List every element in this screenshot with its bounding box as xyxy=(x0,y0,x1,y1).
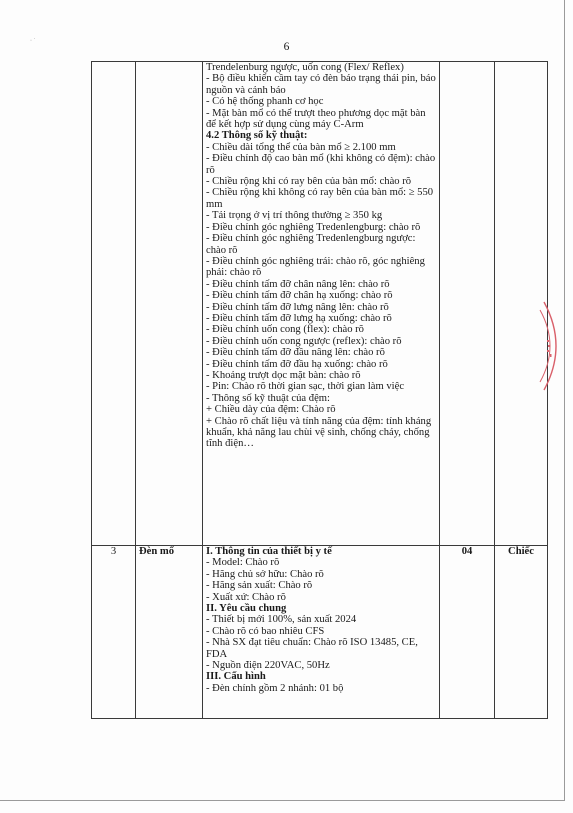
spec-table xyxy=(91,61,548,719)
spec-line: - Điều chỉnh tấm đỡ đầu hạ xuống: chào rõ xyxy=(206,358,388,370)
spec-line: - Điều chỉnh tấm đỡ lưng hạ xuống: chào rõ xyxy=(206,312,392,324)
spec-line: - Điều chỉnh tấm đỡ chân hạ xuống: chào rõ xyxy=(206,290,393,302)
stt-cell xyxy=(92,62,136,546)
spec-line: - Thông số kỹ thuật của đệm: xyxy=(206,392,330,404)
spec-line: - Chào rõ có bao nhiêu CFS xyxy=(206,625,325,637)
spec-line: - Xuất xứ: Chào rõ xyxy=(206,591,286,603)
spec-line: - Điều chỉnh góc nghiêng trái: chào rõ, góc nghiêng phải: chào rõ xyxy=(206,255,425,279)
section-heading: 4.2 Thông số kỹ thuật: xyxy=(206,130,308,142)
spec-line: - Điều chỉnh độ cao bàn mổ (khi không có đệm): chào rõ xyxy=(206,153,436,176)
name-cell: Đèn mổ xyxy=(136,546,203,719)
table-row-3 xyxy=(92,546,548,719)
spec-line: - Khoảng trượt dọc mặt bàn: chào rõ xyxy=(206,369,361,381)
description-cell xyxy=(203,546,440,719)
description-cell xyxy=(203,62,440,546)
page-edge-bottom xyxy=(0,800,565,801)
spec-line: - Chiều dài tổng thể của bàn mổ ≥ 2.100 mm xyxy=(206,141,396,153)
spec-line: - Chiều rộng khi không có ray bên của bàn mổ: ≥ 550 mm xyxy=(206,187,434,210)
section-heading: I. Thông tin của thiết bị y tế xyxy=(206,546,332,557)
spec-line: + Chào rõ chất liệu và tính năng của đệm: tính kháng khuẩn, khả năng lau chùi vệ sinh, chống cháy, chống tĩnh điện… xyxy=(206,415,432,450)
spec-line: - Đèn chính gồm 2 nhánh: 01 bộ xyxy=(206,682,344,694)
table-row-continued xyxy=(92,62,548,546)
spec-line: - Có hệ thống phanh cơ học xyxy=(206,96,324,108)
spec-line: - Nhà SX đạt tiêu chuẩn: Chào rõ ISO 13485, CE, FDA xyxy=(206,637,418,660)
spec-line: - Điều chỉnh góc nghiêng Tredenlengburg ngược: chào rõ xyxy=(206,233,416,256)
description-lines xyxy=(206,546,436,694)
spec-line: - Tải trọng ở vị trí thông thường ≥ 350 kg xyxy=(206,210,383,222)
unit-cell: Chiếc xyxy=(495,546,548,719)
scan-specks: · ˙ xyxy=(30,38,36,44)
spec-line: - Nguồn điện 220VAC, 50Hz xyxy=(206,660,330,672)
page-edge-right xyxy=(564,0,565,800)
section-heading: III. Cấu hình xyxy=(206,671,266,683)
page-number: 6 xyxy=(283,41,290,53)
spec-line: - Điều chỉnh uốn cong ngược (reflex): chào rõ xyxy=(206,335,402,347)
spec-line: Trendelenburg ngược, uốn cong (Flex/ Reflex) xyxy=(206,62,404,73)
spec-line: - Điều chỉnh tấm đỡ chân nâng lên: chào rõ xyxy=(206,278,390,290)
spec-line: - Hãng sản xuất: Chào rõ xyxy=(206,580,313,592)
qty-cell xyxy=(440,62,495,546)
description-lines xyxy=(206,62,436,450)
stt-cell: 3 xyxy=(92,546,136,719)
spec-line: - Điều chỉnh góc nghiêng Tredenlengburg: chào rõ xyxy=(206,221,421,233)
spec-line: - Pin: Chào rõ thời gian sạc, thời gian làm việc xyxy=(206,381,405,393)
spec-line: - Điều chỉnh tấm đỡ lưng nâng lên: chào rõ xyxy=(206,301,389,313)
spec-line: - Điều chỉnh uốn cong (flex): chào rõ xyxy=(206,324,364,336)
qty-cell: 04 xyxy=(440,546,495,719)
section-heading: II. Yêu cầu chung xyxy=(206,603,287,615)
spec-line: - Bộ điều khiển cầm tay có đèn báo trạng thái pin, báo nguồn và cảnh báo xyxy=(206,73,436,96)
spec-line: + Chiều dày của đệm: Chào rõ xyxy=(206,404,336,416)
spec-line: - Hãng chủ sở hữu: Chào rõ xyxy=(206,568,324,580)
red-stamp-fragment xyxy=(538,298,568,394)
name-cell xyxy=(136,62,203,546)
spec-line: - Mặt bàn mổ có thể trượt theo phương dọc mặt bàn để kết hợp sử dụng cùng máy C-Arm xyxy=(206,107,426,131)
spec-line: - Chiều rộng khi có ray bên của bàn mổ: chào rõ xyxy=(206,176,412,188)
spec-line: - Điều chỉnh tấm đỡ đầu nâng lên: chào rõ xyxy=(206,347,385,359)
spec-line: - Model: Chào rõ xyxy=(206,557,280,569)
spec-line: - Thiết bị mới 100%, sản xuất 2024 xyxy=(206,614,357,626)
